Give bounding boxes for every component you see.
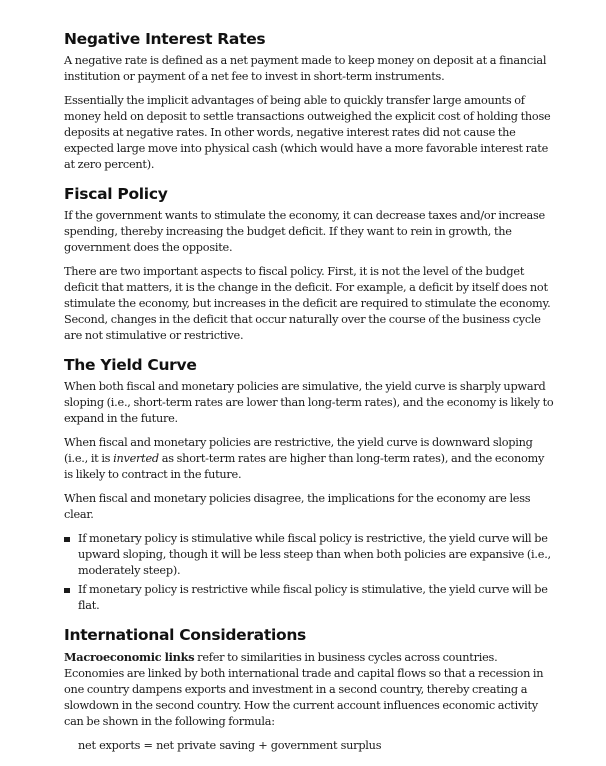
paragraph: Essentially the implicit advantages of being able to quickly transfer large amounts of money held on deposit to settle transactions outweighed the explicit cost of holding those deposits at negative rates. In other words, negative interest rates did not cause the expected large move into physical cash (which would have a more favorable interest rate at zero percent). xyxy=(64,94,551,171)
bullet-list xyxy=(64,531,554,614)
list-item-text: If monetary policy is restrictive while fiscal policy is stimulative, the yield curve will be flat. xyxy=(78,583,548,612)
list-item xyxy=(64,531,554,579)
list-item-text: If monetary policy is stimulative while fiscal policy is restrictive, the yield curve will be upward sloping, though it will be less steep than when both policies are expansive (i.e., moderately steep). xyxy=(78,532,551,577)
section-yield-curve xyxy=(64,356,554,614)
paragraph: When both fiscal and monetary policies are simulative, the yield curve is sharply upward sloping (i.e., short-term rates are lower than long-term rates), and the economy is likely to expand in the future. xyxy=(64,380,554,425)
section-fiscal-policy xyxy=(64,185,554,344)
section-negative-interest-rates xyxy=(64,30,554,173)
square-bullet-icon xyxy=(64,588,70,593)
paragraph: When fiscal and monetary policies disagree, the implications for the economy are less clear. xyxy=(64,492,531,521)
section-heading: The Yield Curve xyxy=(64,356,197,374)
section-international-considerations xyxy=(64,626,554,754)
list-item xyxy=(64,582,554,614)
text: When fiscal and monetary policies are restrictive, the yield curve is downward sloping (i.e., it is xyxy=(64,436,533,465)
paragraph: A negative rate is defined as a net payment made to keep money on deposit at a financial institution or payment of a net fee to invest in short-term instruments. xyxy=(64,54,547,83)
document-page xyxy=(64,30,554,766)
paragraph xyxy=(64,649,554,730)
section-heading: Negative Interest Rates xyxy=(64,30,266,48)
bold-term: Macroeconomic links xyxy=(64,650,195,664)
paragraph: If the government wants to stimulate the economy, it can decrease taxes and/or increase spending, thereby increasing the budget deficit. If they want to rein in growth, the government does the opposite. xyxy=(64,209,545,254)
text: refer to similarities in business cycles across countries. Economies are linked by both international trade and capital flows so that a recession in one country dampens exports and investment in a second country, thereby creating a slowdown in the second country. How the current account influences economic activity can be shown in the following formula: xyxy=(64,651,544,728)
italic-term: inverted xyxy=(113,452,159,465)
section-heading: International Considerations xyxy=(64,626,306,644)
paragraph xyxy=(64,435,554,483)
formula: net exports = net private saving + government surplus xyxy=(78,739,382,752)
section-heading: Fiscal Policy xyxy=(64,185,168,203)
square-bullet-icon xyxy=(64,537,70,542)
text: as short-term rates are higher than long-term rates), and the economy is likely to contract in the future. xyxy=(64,452,545,481)
paragraph: There are two important aspects to fiscal policy. First, it is not the level of the budget deficit that matters, it is the change in the deficit. For example, a deficit by itself does not stimulate the economy, but increases in the deficit are required to stimulate the economy. Second, changes in the deficit that occur naturally over the course of the business cycle are not stimulative or restrictive. xyxy=(64,265,551,342)
